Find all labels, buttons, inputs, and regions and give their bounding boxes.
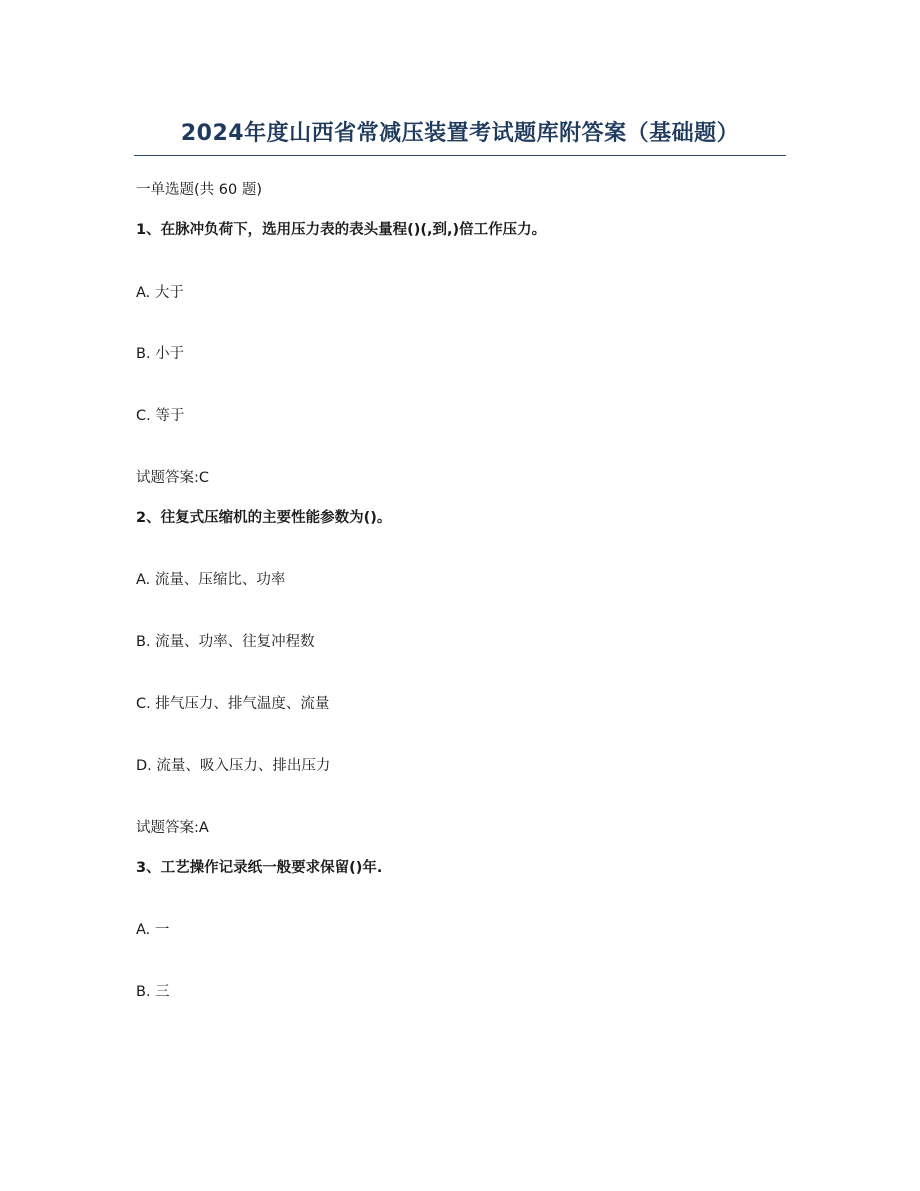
question-3-stem: 3、工艺操作记录纸一般要求保留()年.	[136, 860, 383, 876]
document-title: 2024年度山西省常减压装置考试题库附答案（基础题）	[180, 121, 740, 146]
title-divider	[134, 155, 786, 156]
question-2-option-b: B. 流量、功率、往复冲程数	[136, 634, 315, 650]
question-2-option-d: D. 流量、吸入压力、排出压力	[136, 758, 331, 774]
section-heading: 一单选题(共 60 题)	[136, 182, 262, 198]
question-3-option-b: B. 三	[136, 984, 170, 1000]
question-2-answer: 试题答案:A	[136, 820, 209, 836]
question-1-answer: 试题答案:C	[136, 470, 210, 486]
question-2-stem: 2、往复式压缩机的主要性能参数为()。	[136, 510, 392, 526]
question-2-option-c: C. 排气压力、排气温度、流量	[136, 696, 330, 712]
question-1-option-c: C. 等于	[136, 408, 185, 424]
question-3-option-a: A. 一	[136, 922, 170, 938]
question-1-stem: 1、在脉冲负荷下，选用压力表的表头量程()(,到,)倍工作压力。	[136, 222, 547, 238]
question-1-option-b: B. 小于	[136, 346, 185, 362]
question-2-option-a: A. 流量、压缩比、功率	[136, 572, 286, 588]
question-1-option-a: A. 大于	[136, 285, 184, 301]
